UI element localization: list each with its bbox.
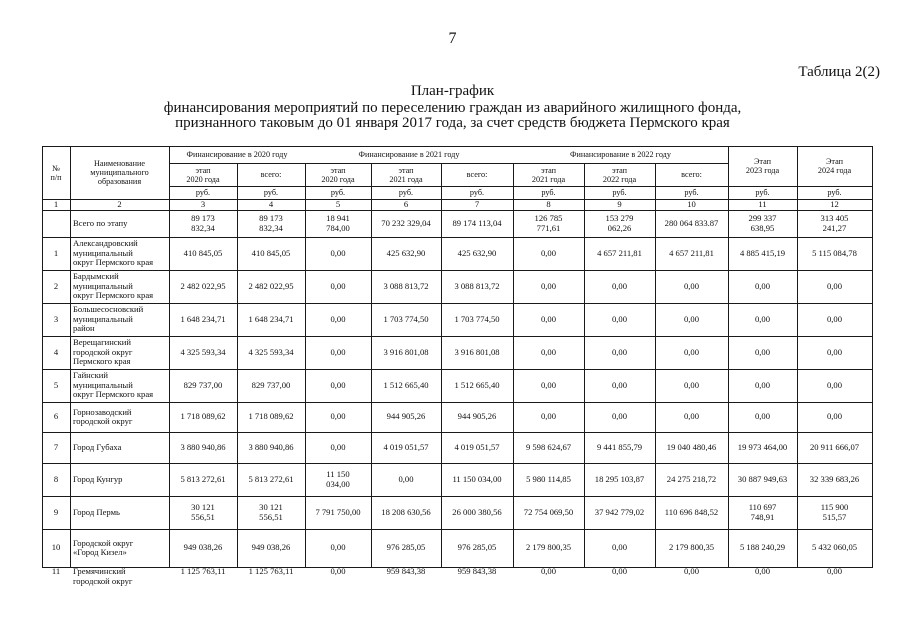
header-unit: руб.	[263, 188, 279, 197]
row-value: 0,00	[683, 411, 700, 422]
row-value: 24 275 218,72	[666, 473, 717, 484]
row-value: 1 512 665,40	[454, 379, 500, 390]
row-name: Город Пермь	[73, 506, 120, 517]
row-name: Всего по этапу	[73, 217, 128, 228]
row-value: 0,00	[683, 567, 700, 576]
row-value: 0,00	[826, 346, 843, 357]
row-value: 0,00	[611, 411, 628, 422]
row-value: 1 718 089,62	[180, 411, 226, 422]
row-value: 1 648 234,71	[180, 313, 226, 324]
column-number: 12	[830, 199, 839, 209]
row-number: 11	[51, 567, 61, 576]
column-number: 4	[268, 199, 274, 209]
row-value: 949 038,26	[251, 542, 291, 553]
row-value: 2 482 022,95	[180, 280, 226, 291]
row-value: 0,00	[611, 280, 628, 291]
row-value: 0,00	[826, 313, 843, 324]
row-name: Александровский муниципальный округ Пермского края	[73, 238, 154, 268]
column-number: 8	[546, 199, 551, 209]
row-number: 1	[53, 247, 59, 258]
row-value: 410 845,05	[183, 247, 223, 258]
subtitle-line-1: финансирования мероприятий по переселению граждан из аварийного жилищного фонда,	[163, 100, 742, 116]
row-number	[42, 210, 70, 237]
row-value: 976 285,05	[386, 542, 426, 553]
row-number: 5	[53, 379, 59, 390]
row-value: 0,00	[683, 379, 700, 390]
row-value: 1 125 763,11	[180, 567, 226, 576]
row-value: 0,00	[611, 542, 628, 553]
row-value: 2 179 800,35	[668, 542, 715, 553]
row-number: 10	[51, 542, 61, 553]
row-value: 1 703 774,50	[454, 313, 500, 324]
row-value: 18 295 103,87	[594, 473, 645, 484]
row-value: 4 657 211,81	[597, 247, 642, 258]
row-value: 2 179 800,35	[525, 542, 572, 553]
row-value: 3 916 801,08	[383, 346, 429, 357]
row-value: 0,00	[754, 379, 771, 390]
row-value: 3 916 801,08	[454, 346, 500, 357]
row-value: 0,00	[754, 346, 771, 357]
column-number: 2	[117, 199, 122, 209]
row-value: 4 019 051,57	[383, 441, 429, 452]
row-value: 0,00	[754, 567, 771, 576]
row-name: Бардымский муниципальный округ Пермского края	[73, 271, 154, 301]
row-value: 37 942 779,02	[594, 506, 645, 517]
row-value: 19 040 480,46	[666, 441, 717, 452]
row-value: 0,00	[683, 280, 700, 291]
header-unit: руб.	[827, 188, 842, 197]
row-value: 7 791 750,00	[315, 506, 361, 517]
row-value: 0,00	[330, 567, 346, 576]
row-value: 2 482 022,95	[248, 280, 294, 291]
row-value: 1 648 234,71	[248, 313, 294, 324]
row-value: 19 973 464,00	[737, 441, 788, 452]
row-name: Большесосновский муниципальный район	[73, 304, 144, 334]
header-unit: руб.	[755, 188, 770, 197]
row-value: 0,00	[826, 567, 843, 576]
header-unit: руб.	[684, 188, 699, 197]
row-value: 0,00	[540, 280, 557, 291]
header-unit: руб.	[330, 188, 346, 197]
column-number: 10	[687, 199, 696, 209]
row-value: 0,00	[398, 473, 414, 484]
table-label: Таблица 2(2)	[798, 64, 880, 80]
row-value: 0,00	[611, 379, 628, 390]
row-value: 5 813 272,61	[248, 473, 294, 484]
header-stage-2024: Этап 2024 года	[817, 157, 852, 175]
row-value: 115 900 515,57	[820, 502, 849, 522]
row-value: 829 737,00	[251, 379, 291, 390]
row-value: 944 905,26	[457, 411, 497, 422]
row-value: 829 737,00	[183, 379, 223, 390]
row-value: 3 880 940,86	[248, 441, 294, 452]
row-value: 9 441 855,79	[596, 441, 643, 452]
row-value: 0,00	[540, 411, 557, 422]
row-value: 0,00	[611, 567, 628, 576]
row-value: 9 598 624,67	[525, 441, 572, 452]
row-value: 5 980 114,85	[526, 473, 571, 484]
row-value: 976 285,05	[457, 542, 497, 553]
row-value: 0,00	[330, 542, 346, 553]
row-value: 110 696 848,52	[664, 506, 719, 517]
row-value: 1 703 774,50	[383, 313, 429, 324]
row-number: 7	[53, 441, 59, 452]
row-number: 2	[53, 280, 59, 291]
row-value: 0,00	[683, 346, 700, 357]
header-fin-2022: Финансирование в 2022 году	[570, 150, 671, 159]
row-value: 0,00	[611, 313, 628, 324]
row-value: 18 941 784,00	[326, 213, 350, 233]
row-name: Город Кунгур	[73, 473, 123, 484]
financing-table	[42, 146, 872, 586]
row-value: 4 325 593,34	[180, 346, 226, 357]
row-value: 0,00	[330, 411, 346, 422]
document-title: План-график	[410, 83, 495, 99]
row-value: 0,00	[754, 280, 771, 291]
column-number: 11	[758, 199, 767, 209]
row-number: 9	[53, 506, 59, 517]
header-sub: этап 2020 года	[186, 165, 220, 184]
row-name: Городской округ «Город Кизел»	[73, 537, 134, 557]
header-sub: всего:	[466, 170, 488, 179]
header-name: Наименование муниципального образования	[90, 159, 149, 186]
row-value: 0,00	[330, 280, 346, 291]
row-value: 425 632,90	[457, 247, 497, 258]
row-value: 3 088 813,72	[454, 280, 500, 291]
row-number: 8	[53, 473, 59, 484]
row-value: 4 885 415,19	[739, 247, 786, 258]
row-value: 153 279 062,26	[605, 213, 634, 233]
document-subtitle	[0, 101, 905, 131]
row-value: 0,00	[330, 346, 346, 357]
row-value: 410 845,05	[251, 247, 291, 258]
row-value: 0,00	[330, 379, 346, 390]
header-fin-2020: Финансирование в 2020 году	[186, 150, 288, 159]
row-name: Верещагинский городской округ Пермского края	[73, 337, 133, 367]
row-value: 89 173 832,34	[191, 213, 215, 233]
header-sub: этап 2020 года	[321, 165, 355, 184]
row-value: 20 911 666,07	[809, 441, 860, 452]
row-value: 5 188 240,29	[739, 542, 786, 553]
row-number: 6	[53, 411, 59, 422]
row-value: 959 843,38	[457, 567, 497, 576]
row-value: 1 125 763,11	[248, 567, 294, 576]
row-value: 1 718 089,62	[248, 411, 294, 422]
row-value: 0,00	[330, 247, 346, 258]
row-value: 4 325 593,34	[248, 346, 294, 357]
row-value: 0,00	[826, 280, 843, 291]
row-value: 425 632,90	[386, 247, 426, 258]
subtitle-line-2: признанного таковым до 01 января 2017 года, за счет средств бюджета Пермского края	[175, 115, 730, 131]
row-value: 280 064 833.87	[664, 217, 719, 228]
row-name: Город Губаха	[73, 441, 122, 452]
row-value: 3 880 940,86	[180, 441, 226, 452]
header-sub: этап 2021 года	[531, 165, 566, 184]
row-value: 110 697 748,91	[748, 502, 777, 522]
row-value: 944 905,26	[386, 411, 426, 422]
row-name: Гайнский муниципальный округ Пермского края	[73, 370, 154, 400]
row-value: 0,00	[754, 411, 771, 422]
row-value: 4 019 051,57	[454, 441, 500, 452]
header-sub: всего:	[681, 170, 702, 179]
header-unit: руб.	[195, 188, 211, 197]
row-value: 30 121 556,51	[259, 502, 283, 522]
row-value: 70 232 329,04	[381, 217, 431, 228]
column-number: 7	[474, 199, 480, 209]
row-value: 0,00	[330, 313, 346, 324]
row-value: 5 115 084,78	[812, 247, 857, 258]
row-value: 18 208 630,56	[381, 506, 431, 517]
row-value: 959 843,38	[386, 567, 426, 576]
page-number: 7	[448, 30, 457, 47]
header-stage-2023: Этап 2023 года	[745, 157, 780, 175]
header-unit: руб.	[398, 188, 414, 197]
header-unit: руб.	[469, 188, 485, 197]
row-value: 0,00	[754, 313, 771, 324]
row-value: 30 121 556,51	[191, 502, 215, 522]
row-value: 26 000 380,56	[452, 506, 502, 517]
header-fin-2021: Финансирование в 2021 году	[358, 150, 460, 159]
row-value: 0,00	[826, 411, 843, 422]
column-number: 6	[403, 199, 409, 209]
row-value: 0,00	[683, 313, 700, 324]
row-value: 0,00	[540, 313, 557, 324]
row-value: 313 405 241,27	[820, 213, 849, 233]
table-col-rule	[872, 146, 873, 568]
header-unit: руб.	[541, 188, 556, 197]
row-value: 0,00	[330, 441, 346, 452]
row-value: 89 173 832,34	[259, 213, 283, 233]
row-number: 3	[53, 313, 59, 324]
row-value: 5 432 060,05	[811, 542, 858, 553]
header-sub: этап 2021 года	[389, 165, 423, 184]
row-value: 126 785 771,61	[534, 213, 563, 233]
header-unit: руб.	[612, 188, 627, 197]
row-value: 949 038,26	[183, 542, 223, 553]
row-value: 89 174 113,04	[452, 217, 502, 228]
row-value: 0,00	[540, 379, 557, 390]
row-value: 11 150 034,00	[452, 473, 502, 484]
row-value: 72 754 069,50	[523, 506, 574, 517]
column-number: 3	[200, 199, 206, 209]
row-value: 3 088 813,72	[383, 280, 429, 291]
row-value: 30 887 949,63	[737, 473, 788, 484]
row-name: Горнозаводский городской округ	[73, 406, 133, 426]
column-number: 1	[53, 199, 59, 209]
header-sub: этап 2022 года	[602, 165, 637, 184]
row-value: 5 813 272,61	[180, 473, 226, 484]
row-value: 0,00	[540, 346, 557, 357]
column-number: 9	[617, 199, 622, 209]
row-value: 0,00	[540, 567, 557, 576]
row-name: Гремячинский городской округ	[73, 567, 133, 586]
row-value: 11 150 034,00	[326, 469, 350, 489]
row-value: 4 657 211,81	[669, 247, 714, 258]
header-sub: всего:	[260, 170, 282, 179]
row-value: 1 512 665,40	[383, 379, 429, 390]
row-value: 32 339 683,26	[809, 473, 860, 484]
row-value: 0,00	[826, 379, 843, 390]
row-value: 0,00	[611, 346, 628, 357]
row-value: 299 337 638,95	[748, 213, 777, 233]
row-number: 4	[53, 346, 59, 357]
row-value: 0,00	[540, 247, 557, 258]
column-number: 5	[335, 199, 341, 209]
header-num: № п/п	[50, 163, 62, 182]
